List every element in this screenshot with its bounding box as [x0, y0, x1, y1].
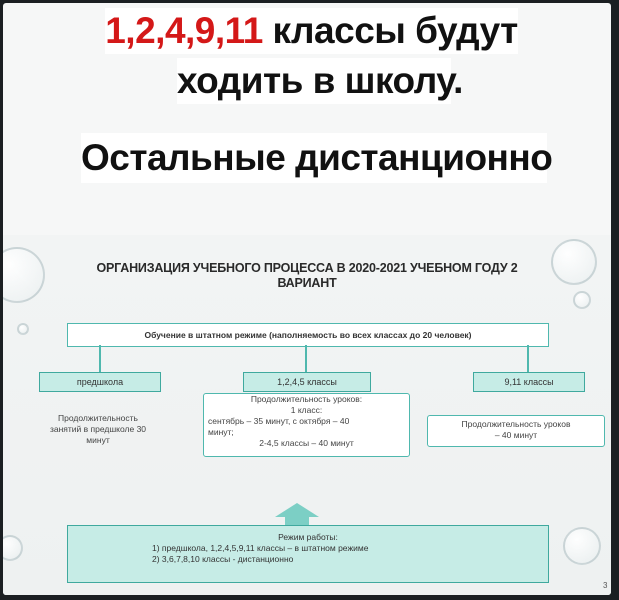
bubble-decoration-icon: [573, 291, 591, 309]
senior-lesson-duration-line: Продолжительность уроков: [461, 419, 571, 429]
connector-line: [527, 345, 529, 372]
up-arrow-icon: [275, 503, 319, 517]
slide-title: [33, 261, 581, 291]
up-arrow-stem: [285, 517, 309, 525]
preschool-duration-text: [33, 413, 163, 446]
training-mode-box: Обучение в штатном режиме (наполняемость во всех классах до 20 человек): [67, 323, 549, 347]
headline-grades-highlight: 1,2,4,9,11: [105, 10, 263, 51]
bubble-decoration-icon: [563, 527, 601, 565]
preschool-duration-line: минут: [86, 435, 110, 445]
work-mode-title: Режим работы:: [278, 532, 338, 542]
lesson-duration-box: [203, 393, 410, 457]
work-mode-box: [67, 525, 549, 583]
lesson-duration-grade-1: 1 класс:: [290, 405, 323, 415]
slide-title-line-2: ВАРИАНТ: [277, 276, 337, 290]
preschool-duration-line: Продолжительность: [58, 413, 138, 423]
connector-line: [99, 345, 101, 372]
work-mode-row-1: 1) предшкола, 1,2,4,5,9,11 классы – в штатном режиме: [152, 543, 369, 553]
work-mode-row-2: 2) 3,6,7,8,10 классы - дистанционно: [152, 554, 294, 564]
slide-page-number: 3: [603, 581, 608, 590]
senior-lesson-duration-box: [427, 415, 605, 447]
headline-line-1-text: классы будут: [262, 10, 518, 51]
senior-lesson-duration-line: – 40 минут: [494, 430, 538, 440]
slide-title-line-1: ОРГАНИЗАЦИЯ УЧЕБНОГО ПРОЦЕССА В 2020-2021 УЧЕБНОМ ГОДУ 2: [96, 261, 518, 275]
headline-line-2: ходить в школу.: [177, 58, 451, 104]
lesson-duration-minutes: минут;: [208, 427, 234, 437]
lesson-duration-heading: Продолжительность уроков:: [250, 394, 363, 404]
category-grades-9-11: 9,11 классы: [473, 372, 585, 392]
lesson-duration-grades-2-5: 2-4,5 классы – 40 минут: [259, 438, 354, 448]
bubble-decoration-icon: [17, 323, 29, 335]
preschool-duration-line: занятий в предшколе 30: [49, 424, 147, 434]
category-preschool: предшкола: [39, 372, 161, 392]
presentation-slide: [3, 235, 611, 595]
connector-line: [305, 345, 307, 372]
bubble-decoration-icon: [3, 535, 23, 561]
headline-line-1: [105, 8, 518, 54]
lesson-duration-september: сентябрь – 35 минут, с октября – 40: [208, 416, 350, 426]
headline-line-3: Остальные дистанционно: [81, 133, 547, 183]
post-card: [3, 3, 611, 595]
category-grades-1-5: 1,2,4,5 классы: [243, 372, 371, 392]
